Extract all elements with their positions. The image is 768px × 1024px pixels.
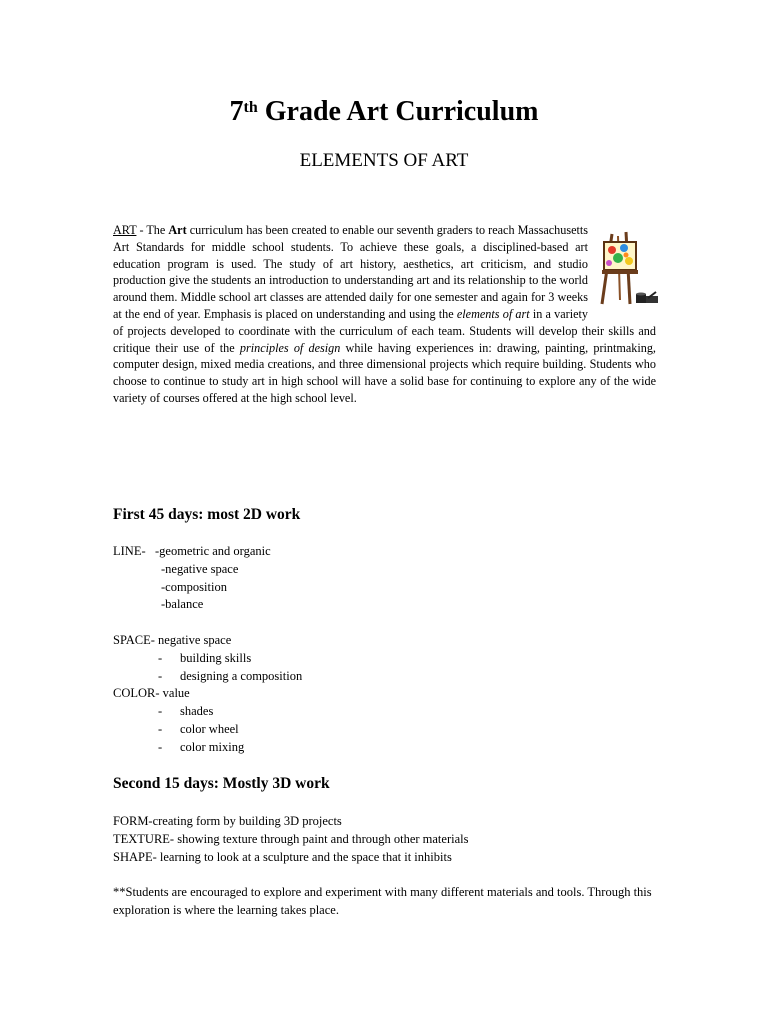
line-item: -balance xyxy=(161,597,204,612)
section-1-list xyxy=(113,543,302,757)
title-number: 7 xyxy=(229,96,244,127)
color-item xyxy=(113,739,302,757)
color-item-text: color mixing xyxy=(180,739,245,754)
line-item: -geometric and organic xyxy=(155,544,271,558)
space-item xyxy=(113,668,302,686)
closing-note: **Students are encouraged to explore and experiment with many different materials and tools. Through this exploration is where the learning takes place. xyxy=(113,885,652,917)
color-item xyxy=(113,721,302,739)
line-label: LINE- xyxy=(113,544,146,558)
intro-principles-of-design: principles of design xyxy=(239,340,341,355)
bullet-dash: - xyxy=(158,650,163,665)
easel-painting-icon xyxy=(596,228,660,308)
color-label: COLOR- value xyxy=(113,686,190,701)
space-label: SPACE- negative space xyxy=(113,632,232,647)
list-item: SHAPE- learning to look at a sculpture and the space that it inhibits xyxy=(113,849,452,864)
color-item-text: shades xyxy=(180,704,214,719)
line-item: -composition xyxy=(161,579,227,594)
line-row xyxy=(113,543,302,561)
page-title xyxy=(0,92,768,132)
space-item-text: building skills xyxy=(180,650,252,665)
intro-paragraph xyxy=(113,222,656,407)
bullet-dash: - xyxy=(158,704,163,719)
bullet-dash: - xyxy=(158,721,163,736)
title-text: Grade Art Curriculum xyxy=(257,96,539,127)
intro-lead-word: ART xyxy=(113,223,137,237)
intro-text-part-3: while having experiences in: drawing, painting, printmaking, computer design, mixed media creations, and three dimensional projects which require building. Students who choose to continue to study art in high school will have a solid base for continuing to explore any of the wide variety of courses offered at the high school level. xyxy=(113,340,656,405)
title-superscript: th xyxy=(243,99,258,116)
color-item xyxy=(113,703,302,721)
line-row xyxy=(113,579,302,597)
list-item: TEXTURE- showing texture through paint and through other materials xyxy=(113,831,469,846)
line-item: -negative space xyxy=(161,561,239,576)
space-item-text: designing a composition xyxy=(180,668,303,683)
intro-art-bold: Art xyxy=(168,223,187,237)
bullet-dash: - xyxy=(158,739,163,754)
section-2-heading: Second 15 days: Mostly 3D work xyxy=(113,775,330,792)
list-item: FORM-creating form by building 3D projects xyxy=(113,814,342,828)
intro-elements-of-art: elements of art xyxy=(456,306,530,321)
intro-text-part-2: in a variety of projects developed to coordinate with the curriculum of each team. Students will develop their skills and critique their use of the xyxy=(113,306,656,355)
space-item xyxy=(113,650,302,668)
section-2-list xyxy=(113,813,468,866)
page-subtitle: ELEMENTS OF ART xyxy=(299,150,469,171)
bullet-dash: - xyxy=(158,668,163,683)
intro-separator: - The xyxy=(136,223,169,237)
intro-text-part-1: curriculum has been created to enable our seventh graders to reach Massachusetts Art Standards for middle school students. To achieve these goals, a disciplined-based art education program is used. The study of art history, aesthetics, art criticism, and studio production give the students an introduction to understanding art and its relationship to the world around them. Middle school art classes are attended daily for one semester and again for 3 weeks at the end of year. Emphasis is placed on understanding and using the xyxy=(113,223,588,321)
section-1-heading: First 45 days: most 2D work xyxy=(113,506,301,523)
color-item-text: color wheel xyxy=(180,721,239,736)
line-row xyxy=(113,596,302,614)
line-row xyxy=(113,561,302,579)
